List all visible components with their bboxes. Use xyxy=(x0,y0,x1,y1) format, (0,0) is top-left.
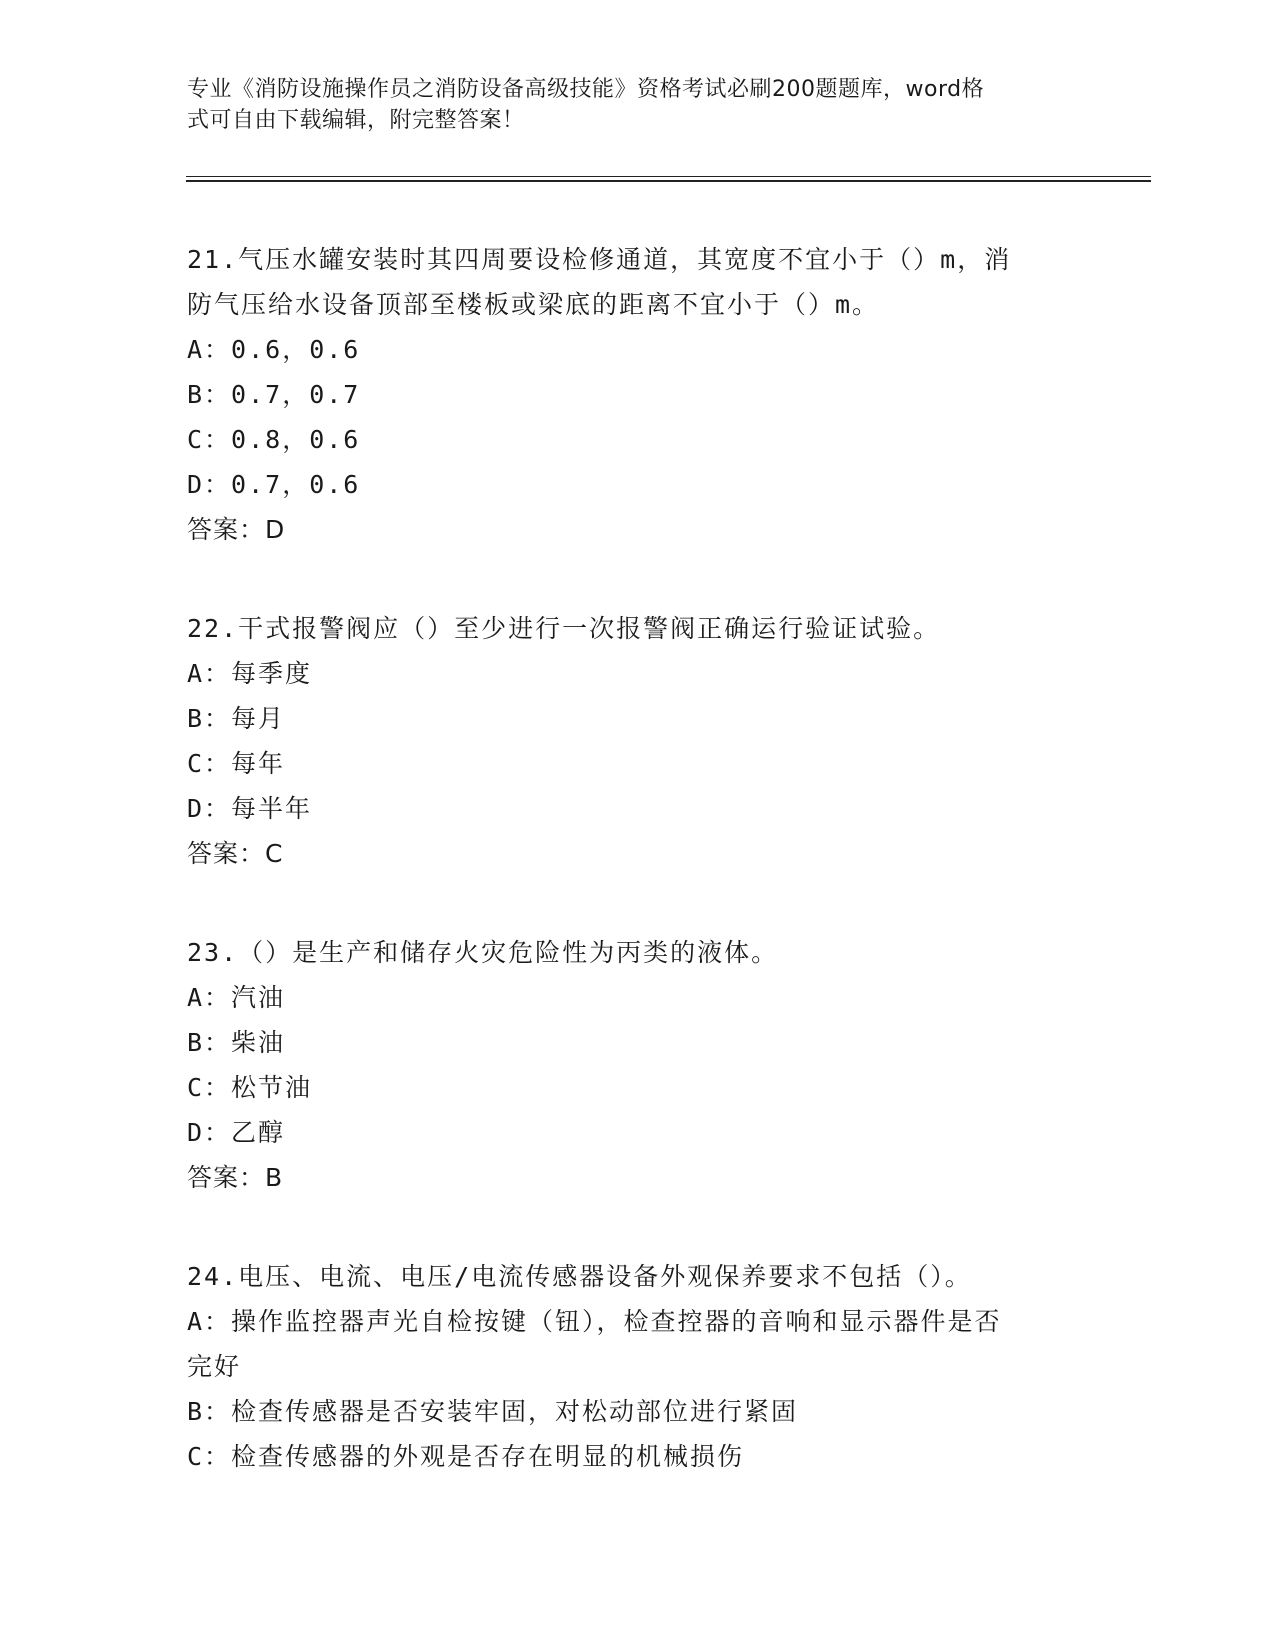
question-stem-line: 24.电压、电流、电压/电流传感器设备外观保养要求不包括（）。 xyxy=(187,1262,972,1291)
option-c: C：每年 xyxy=(187,749,286,778)
option-b: B：每月 xyxy=(187,704,286,733)
question-stem-line: 防气压给水设备顶部至楼板或梁底的距离不宜小于（）m。 xyxy=(187,290,880,319)
option-d: D：每半年 xyxy=(187,794,313,823)
option-b: B：0.7，0.7 xyxy=(187,380,361,409)
option-c: C：检查传感器的外观是否存在明显的机械损伤 xyxy=(187,1442,745,1471)
question-stem-line: 21.气压水罐安装时其四周要设检修通道，其宽度不宜小于（）m，消 xyxy=(187,245,1012,274)
option-a: A：0.6，0.6 xyxy=(187,335,361,364)
option-b: B：柴油 xyxy=(187,1028,286,1057)
option-a-continued: 完好 xyxy=(187,1352,242,1381)
question-21 xyxy=(187,237,1087,552)
option-c: C：0.8，0.6 xyxy=(187,425,361,454)
option-c: C：松节油 xyxy=(187,1073,313,1102)
question-stem-line: 23.（）是生产和储存火灾危险性为丙类的液体。 xyxy=(187,938,779,967)
question-22 xyxy=(187,606,1087,876)
option-a: A：操作监控器声光自检按键（钮），检查控器的音响和显示器件是否 xyxy=(187,1307,1002,1336)
option-d: D：0.7，0.6 xyxy=(187,470,361,499)
option-d: D：乙醇 xyxy=(187,1118,286,1147)
answer: 答案：D xyxy=(187,515,286,544)
document-header xyxy=(187,74,1067,136)
question-24 xyxy=(187,1254,1087,1479)
question-list xyxy=(187,237,1087,1533)
option-a: A：每季度 xyxy=(187,659,313,688)
header-line-1: 专业《消防设施操作员之消防设备高级技能》资格考试必刷200题题库，word格 xyxy=(187,77,985,102)
header-divider-thick xyxy=(186,180,1151,182)
header-divider-thin xyxy=(186,176,1151,177)
option-a: A：汽油 xyxy=(187,983,286,1012)
answer: 答案：C xyxy=(187,839,284,868)
question-stem-line: 22.干式报警阀应（）至少进行一次报警阀正确运行验证试验。 xyxy=(187,614,941,643)
header-line-2: 式可自由下载编辑，附完整答案！ xyxy=(187,108,525,133)
option-b: B：检查传感器是否安装牢固，对松动部位进行紧固 xyxy=(187,1397,799,1426)
question-23 xyxy=(187,930,1087,1200)
answer: 答案：B xyxy=(187,1163,284,1192)
